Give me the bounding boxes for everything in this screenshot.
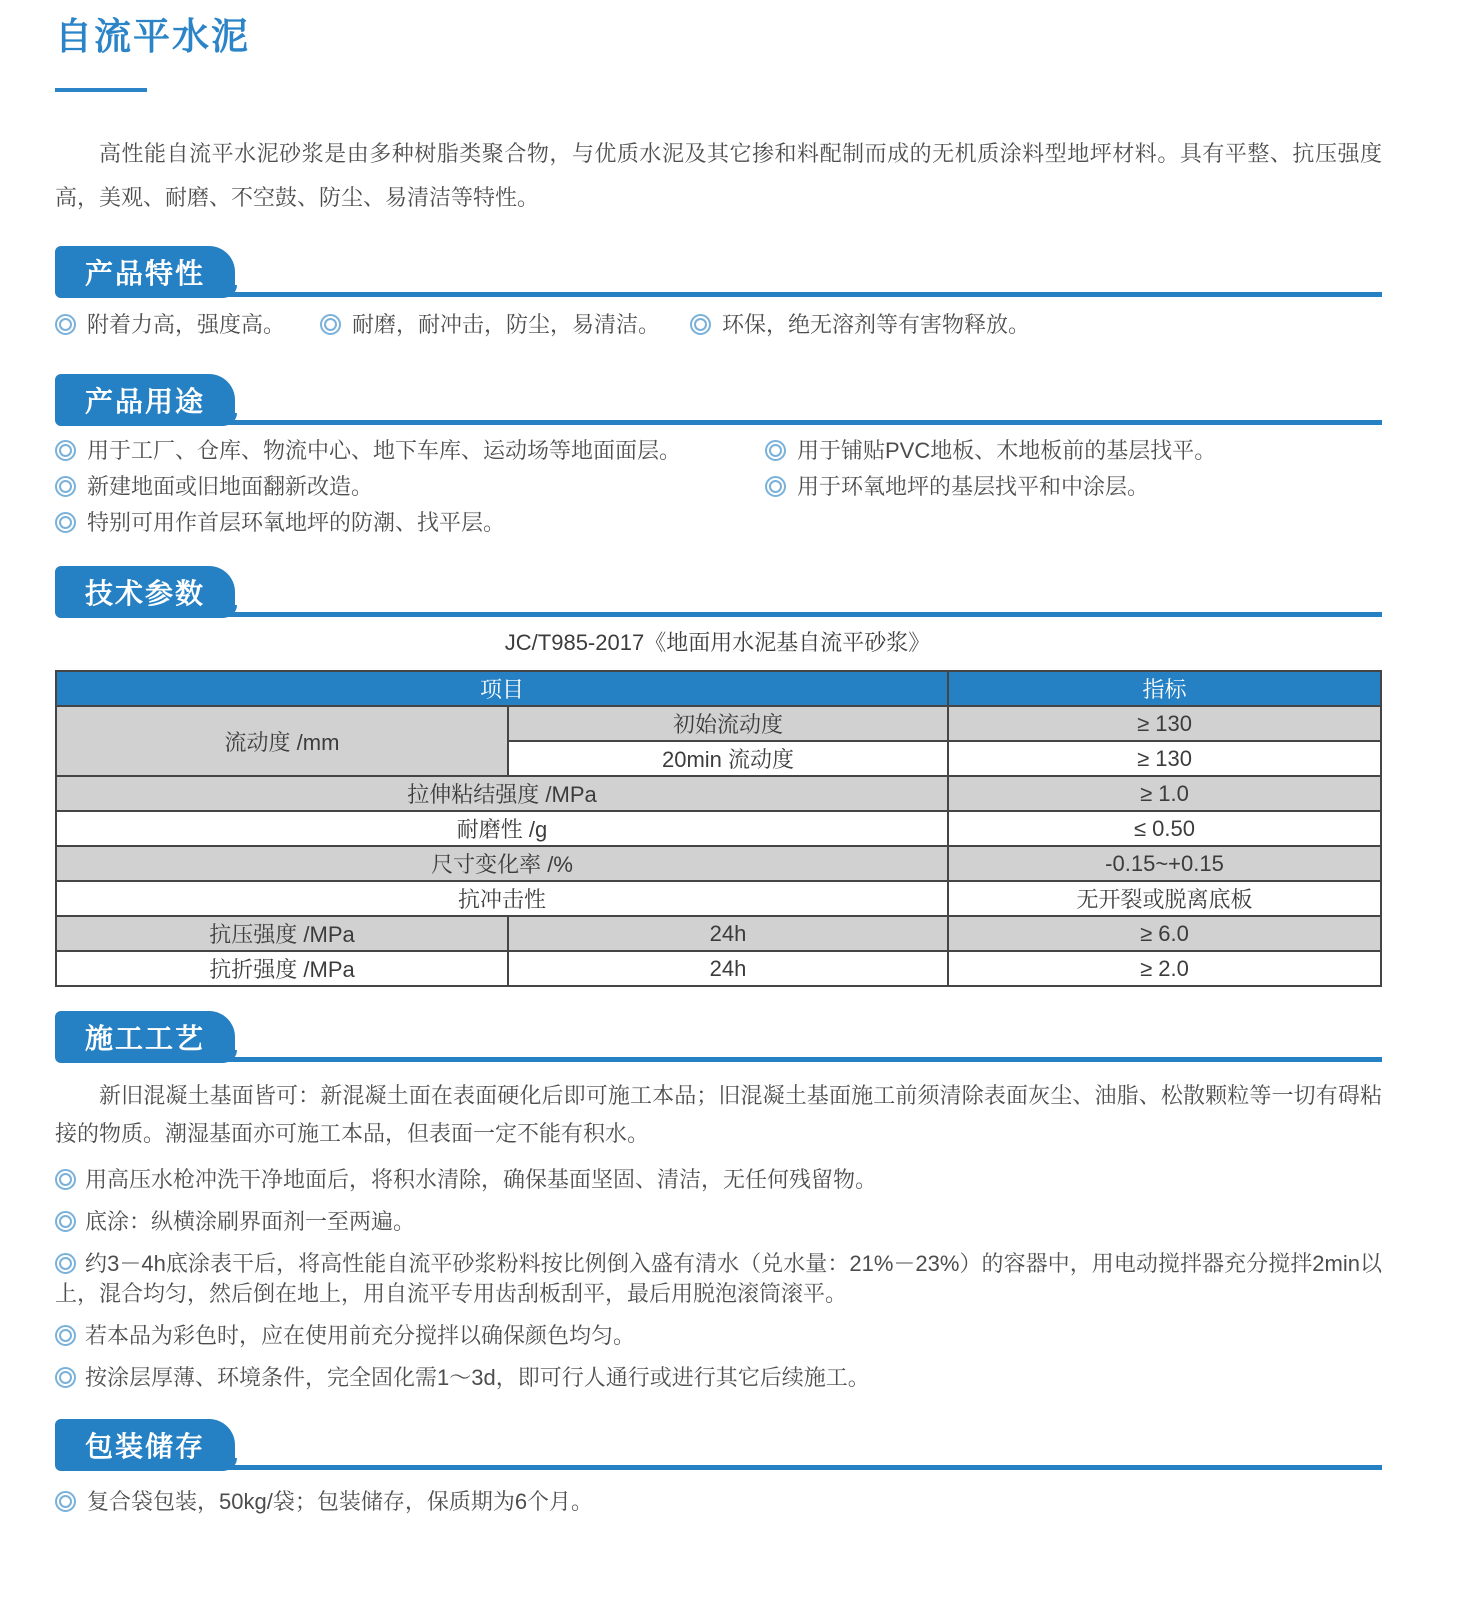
table-row (56, 916, 1381, 951)
section-rule (227, 612, 1382, 617)
use-text: 用于铺贴PVC地板、木地板前的基层找平。 (797, 438, 1217, 463)
section-banner-packaging (55, 1419, 1382, 1471)
bullet-circle-icon (55, 512, 76, 533)
process-step-text: 用高压水枪冲洗干净地面后，将积水清除，确保基面坚固、清洁，无任何残留物。 (85, 1167, 878, 1192)
feature-text: 附着力高，强度高。 (87, 312, 286, 337)
bullet-circle-icon (55, 1325, 76, 1346)
section-banner-uses (55, 374, 1382, 426)
table-header-row (56, 671, 1381, 706)
list-item (320, 310, 690, 340)
uses-left-column (55, 436, 765, 544)
use-text: 新建地面或旧地面翻新改造。 (87, 474, 374, 499)
process-step-text: 底涂：纵横涂刷界面剂一至两遍。 (85, 1209, 416, 1234)
param-cell: 耐磨性 /g (56, 811, 948, 846)
uses-list (55, 436, 1382, 544)
list-item (55, 310, 320, 340)
list-item (55, 1487, 1382, 1517)
list-item (55, 472, 765, 508)
table-row (56, 951, 1381, 986)
section-heading-process: 施工工艺 (55, 1011, 235, 1063)
value-cell: ≥ 6.0 (948, 916, 1381, 951)
uses-right-column (765, 436, 1382, 544)
value-cell: ≤ 0.50 (948, 811, 1381, 846)
table-row (56, 706, 1381, 741)
param-cell: 抗冲击性 (56, 881, 948, 916)
section-banner-features (55, 246, 1382, 298)
list-item (55, 1207, 1382, 1237)
section-heading-specs: 技术参数 (55, 566, 235, 618)
use-text: 特别可用作首层环氧地坪的防潮、找平层。 (87, 510, 506, 535)
table-row (56, 846, 1381, 881)
sub-param-cell: 24h (508, 916, 948, 951)
bullet-circle-icon (55, 1253, 76, 1274)
features-list (55, 310, 1382, 340)
value-cell: 无开裂或脱离底板 (948, 881, 1381, 916)
value-cell: ≥ 1.0 (948, 776, 1381, 811)
sub-param-cell: 初始流动度 (508, 706, 948, 741)
list-item (55, 1363, 1382, 1393)
list-item (55, 1249, 1382, 1309)
bullet-circle-icon (320, 314, 341, 335)
section-rule (227, 1465, 1382, 1470)
param-cell: 拉伸粘结强度 /MPa (56, 776, 948, 811)
param-cell: 抗折强度 /MPa (56, 951, 508, 986)
bullet-circle-icon (55, 440, 76, 461)
section-rule (227, 1057, 1382, 1062)
value-cell: ≥ 130 (948, 741, 1381, 776)
bullet-circle-icon (765, 440, 786, 461)
param-cell: 抗压强度 /MPa (56, 916, 508, 951)
column-header-index: 指标 (948, 671, 1381, 706)
bullet-circle-icon (55, 1169, 76, 1190)
bullet-circle-icon (55, 1367, 76, 1388)
section-banner-specs (55, 566, 1382, 618)
table-row (56, 776, 1381, 811)
specs-table-caption: JC/T985-2017《地面用水泥基自流平砂浆》 (504, 630, 931, 655)
list-item (765, 436, 1382, 472)
list-item (55, 1165, 1382, 1195)
process-list (55, 1165, 1382, 1393)
value-cell: ≥ 130 (948, 706, 1381, 741)
bullet-circle-icon (55, 314, 76, 335)
section-heading-features: 产品特性 (55, 246, 235, 298)
process-step-text: 按涂层厚薄、环境条件，完全固化需1～3d，即可行人通行或进行其它后续施工。 (85, 1365, 870, 1390)
process-step-text: 若本品为彩色时，应在使用前充分搅拌以确保颜色均匀。 (85, 1323, 636, 1348)
bullet-circle-icon (690, 314, 711, 335)
section-heading-packaging: 包装储存 (55, 1419, 235, 1471)
specs-table (55, 670, 1382, 987)
section-rule (227, 292, 1382, 297)
table-row (56, 811, 1381, 846)
use-text: 用于环氧地坪的基层找平和中涂层。 (797, 474, 1150, 499)
bullet-circle-icon (55, 476, 76, 497)
sub-param-cell: 24h (508, 951, 948, 986)
column-header-item: 项目 (56, 671, 948, 706)
param-cell: 流动度 /mm (56, 706, 508, 776)
process-step-text: 约3－4h底涂表干后，将高性能自流平砂浆粉料按比例倒入盛有清水（兑水量：21%－23%）的容器中，用电动搅拌器充分搅拌2min以上，混合均匀，然后倒在地上，用自流平专用齿刮板刮平，最后用脱泡滚筒滚平。 (55, 1251, 1382, 1306)
param-cell: 尺寸变化率 /% (56, 846, 948, 881)
title-underline (55, 88, 147, 92)
list-item (55, 436, 765, 472)
feature-text: 环保，绝无溶剂等有害物释放。 (722, 312, 1031, 337)
packaging-list (55, 1487, 1382, 1517)
value-cell: ≥ 2.0 (948, 951, 1381, 986)
bullet-circle-icon (55, 1211, 76, 1232)
process-content (55, 1077, 1382, 1393)
value-cell: -0.15~+0.15 (948, 846, 1381, 881)
list-item (765, 472, 1382, 508)
list-item (55, 508, 765, 544)
list-item (690, 310, 1030, 340)
sub-param-cell: 20min 流动度 (508, 741, 948, 776)
section-rule (227, 420, 1382, 425)
use-text: 用于工厂、仓库、物流中心、地下车库、运动场等地面面层。 (87, 438, 682, 463)
table-row (56, 881, 1381, 916)
packaging-text: 复合袋包装，50kg/袋；包装储存，保质期为6个月。 (87, 1489, 594, 1514)
intro-paragraph: 高性能自流平水泥砂浆是由多种树脂类聚合物，与优质水泥及其它掺和料配制而成的无机质涂料型地坪材料。具有平整、抗压强度高，美观、耐磨、不空鼓、防尘、易清洁等特性。 (55, 141, 1382, 210)
bullet-circle-icon (55, 1491, 76, 1512)
page-title: 自流平水泥 (55, 16, 250, 57)
section-heading-uses: 产品用途 (55, 374, 235, 426)
process-paragraph: 新旧混凝土基面皆可：新混凝土面在表面硬化后即可施工本品；旧混凝土基面施工前须清除表面灰尘、油脂、松散颗粒等一切有碍粘接的物质。潮湿基面亦可施工本品，但表面一定不能有积水。 (55, 1083, 1382, 1146)
feature-text: 耐磨，耐冲击，防尘，易清洁。 (352, 312, 661, 337)
section-banner-process (55, 1011, 1382, 1063)
list-item (55, 1321, 1382, 1351)
bullet-circle-icon (765, 476, 786, 497)
